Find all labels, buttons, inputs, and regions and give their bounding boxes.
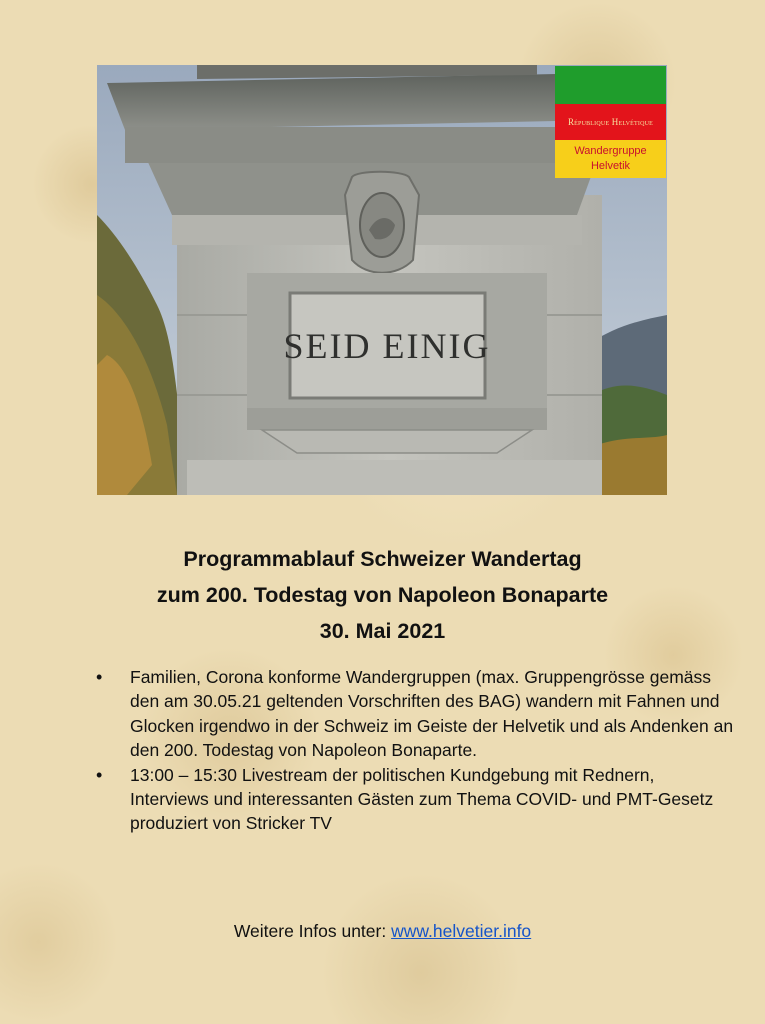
title-line-1: Programmablauf Schweizer Wandertag — [183, 547, 582, 571]
inscription-text: SEID EINIG — [283, 326, 491, 366]
footer-info — [0, 921, 765, 942]
badge-republique-label: République Helvétique — [567, 117, 654, 127]
republique-helvetique-badge — [555, 66, 666, 178]
website-link[interactable]: www.helvetier.info — [391, 921, 532, 941]
footer-label: Weitere Infos unter: — [233, 921, 387, 941]
list-item: • 13:00 – 15:30 Livestream der politischen Kundgebung mit Rednern, Interviews und interessanten Gästen zum Thema COVID- und PMT-Gesetz produziert von Stricker TV — [96, 763, 736, 836]
badge-green-stripe — [555, 66, 666, 104]
badge-yellow-stripe — [555, 140, 666, 178]
list-item: • Familien, Corona konforme Wandergruppen (max. Gruppengrösse gemäss den am 30.05.21 geltenden Vorschriften des BAG) wandern mit Fahnen und Glocken irgendwo in der Schweiz im Geiste der Helvetik und als Andenken an den 200. Todestag von Napoleon Bonaparte. — [96, 665, 736, 763]
badge-helvetik-label: Helvetik — [590, 160, 631, 172]
badge-red-stripe — [555, 104, 666, 140]
page-title — [0, 541, 765, 649]
badge-wandergruppe-label: Wandergruppe — [574, 145, 647, 157]
title-line-3: 30. Mai 2021 — [319, 619, 446, 643]
program-list — [96, 665, 736, 836]
title-line-2: zum 200. Todestag von Napoleon Bonaparte — [156, 583, 609, 607]
